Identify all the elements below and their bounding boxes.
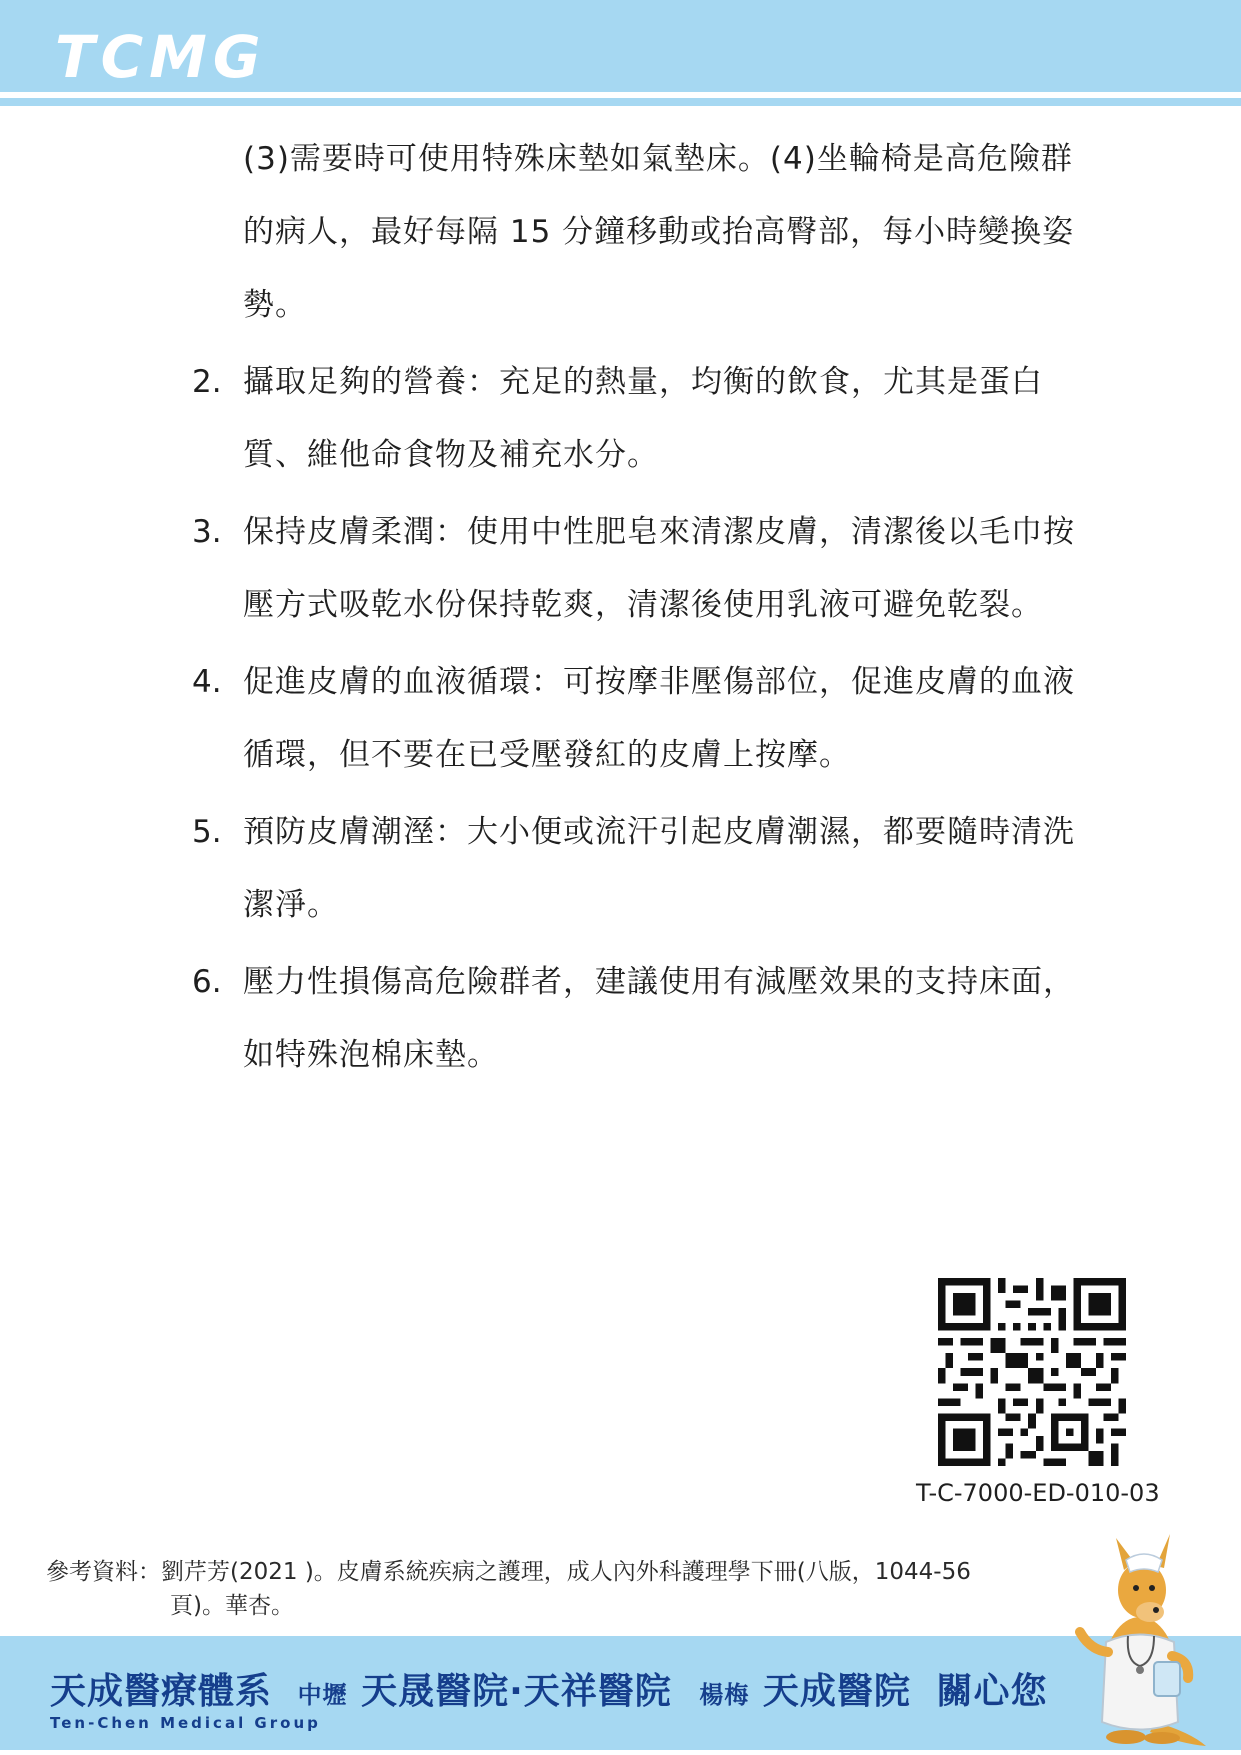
brand-logo-text: TCMG bbox=[55, 23, 267, 91]
document-code: T-C-7000-ED-010-03 bbox=[916, 1479, 1160, 1507]
hospital-names-2: 天成醫院 bbox=[762, 1671, 911, 1712]
group-name: 天成醫療體系 bbox=[50, 1671, 273, 1712]
list-item-line: 保持皮膚柔潤：使用中性肥皂來清潔皮膚，清潔後以毛巾按 bbox=[243, 514, 1075, 550]
location-yangmei: 楊梅 bbox=[699, 1681, 750, 1709]
location-zhongli: 中壢 bbox=[297, 1681, 348, 1709]
list-item-line: 壓力性損傷高危險群者，建議使用有減壓效果的支持床面， bbox=[243, 964, 1075, 1000]
list-item-line: 循環，但不要在已受壓發紅的皮膚上按摩。 bbox=[243, 737, 851, 773]
slogan: 關心您 bbox=[936, 1671, 1048, 1712]
footer-hospitals bbox=[50, 1672, 1047, 1715]
list-item-line: 潔淨。 bbox=[243, 887, 339, 923]
list-item-line: 質、維他命食物及補充水分。 bbox=[243, 437, 659, 473]
list-item-line: 預防皮膚潮溼：大小便或流汗引起皮膚潮濕，都要隨時清洗 bbox=[243, 814, 1075, 850]
list-number: 2. bbox=[192, 364, 222, 400]
list-item-line: 攝取足夠的營養：充足的熱量，均衡的飲食，尤其是蛋白 bbox=[243, 364, 1043, 400]
list-item-line: 壓方式吸乾水份保持乾爽，清潔後使用乳液可避免乾裂。 bbox=[243, 587, 1043, 623]
body-line: 勢。 bbox=[243, 287, 307, 323]
list-number: 4. bbox=[192, 664, 222, 700]
list-item-line: 如特殊泡棉床墊。 bbox=[243, 1037, 499, 1073]
body-line: (3)需要時可使用特殊床墊如氣墊床。(4)坐輪椅是高危險群 bbox=[243, 141, 1073, 177]
list-number: 5. bbox=[192, 814, 222, 850]
kangaroo-doctor-mascot-icon bbox=[1070, 1532, 1210, 1752]
reference-line-1: 參考資料：劉芹芳(2021 )。皮膚系統疾病之護理，成人內外科護理學下冊(八版，1044-56 bbox=[46, 1559, 971, 1585]
reference-line-2: 頁)。華杏。 bbox=[170, 1593, 294, 1619]
header-stripe bbox=[0, 98, 1241, 106]
qr-code[interactable] bbox=[938, 1278, 1126, 1466]
body-line: 的病人，最好每隔 15 分鐘移動或抬高臀部，每小時變換姿 bbox=[243, 214, 1075, 250]
list-number: 6. bbox=[192, 964, 222, 1000]
list-number: 3. bbox=[192, 514, 222, 550]
group-name-english: Ten-Chen Medical Group bbox=[50, 1714, 321, 1732]
hospital-names-1: 天晟醫院·天祥醫院 bbox=[361, 1671, 672, 1712]
list-item-line: 促進皮膚的血液循環：可按摩非壓傷部位，促進皮膚的血液 bbox=[243, 664, 1075, 700]
